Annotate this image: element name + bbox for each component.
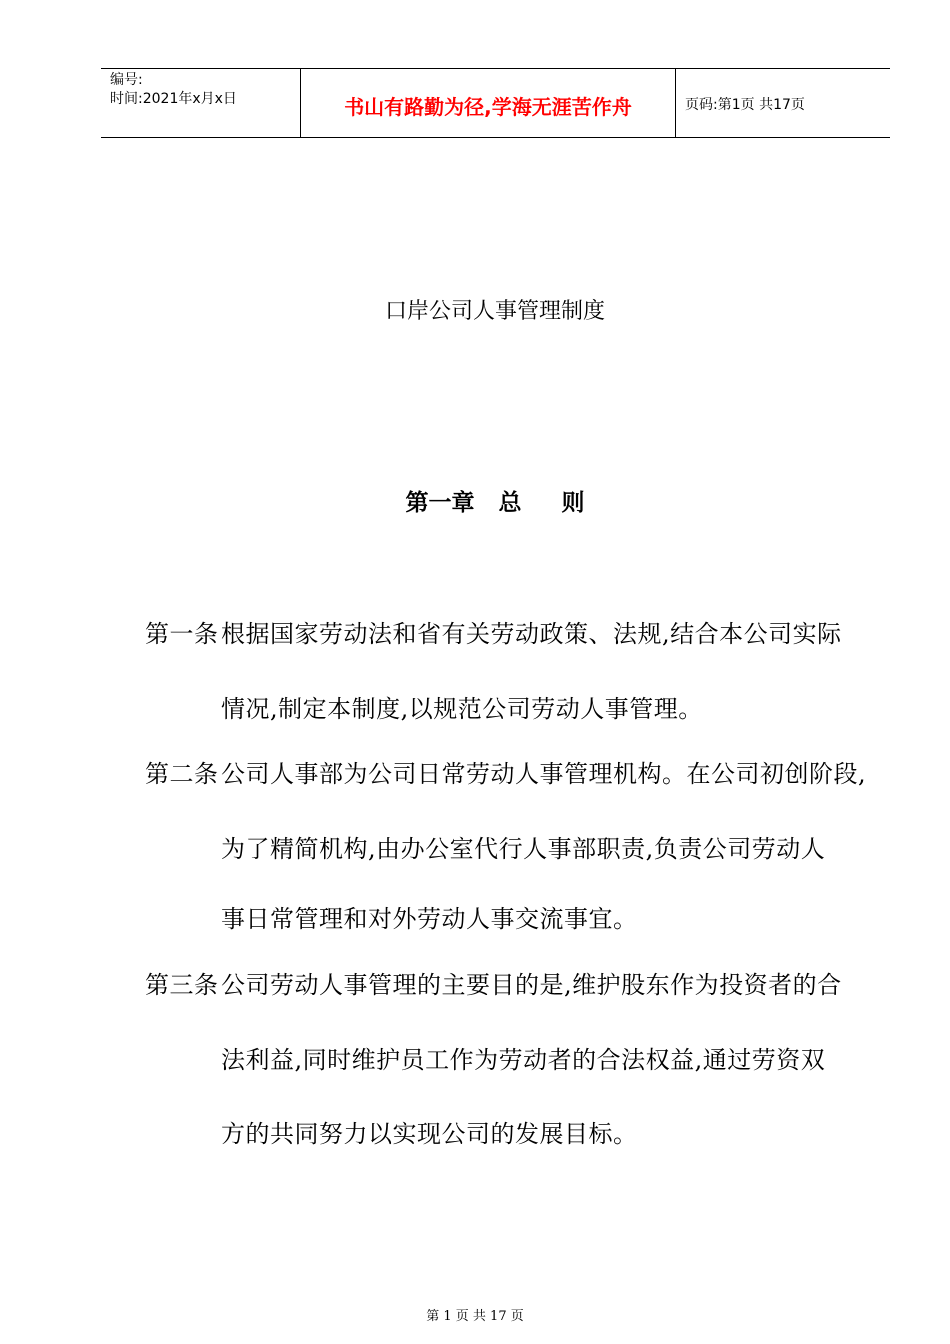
article-3-line-3: 方的共同努力以实现公司的发展目标。 [221, 1120, 638, 1148]
chapter-heading: 第一章 总 则 [405, 490, 585, 516]
header-page-info: 页码:第1页 共17页 [685, 97, 805, 113]
article-3-label: 第三条 [145, 971, 219, 999]
article-3-line-2: 法利益,同时维护员工作为劳动者的合法权益,通过劳资双 [221, 1046, 826, 1074]
article-1-line-2: 情况,制定本制度,以规范公司劳动人事管理。 [221, 695, 703, 723]
header-meta-cell [101, 69, 301, 137]
article-2-line-2: 为了精简机构,由办公室代行人事部职责,负责公司劳动人 [221, 835, 826, 863]
article-2-line-3: 事日常管理和对外劳动人事交流事宜。 [221, 905, 638, 933]
article-2-line-1: 公司人事部为公司日常劳动人事管理机构。在公司初创阶段, [221, 760, 867, 788]
article-1-line-1: 根据国家劳动法和省有关劳动政策、法规,结合本公司实际 [221, 620, 842, 648]
page-header [101, 68, 890, 138]
document-number-label: 编号: [110, 72, 143, 88]
article-1-label: 第一条 [145, 620, 219, 648]
header-motto: 书山有路勤为径,学海无涯苦作舟 [344, 95, 632, 119]
page-footer: 第 1 页 共 17 页 [426, 1309, 524, 1324]
article-3-line-1: 公司劳动人事管理的主要目的是,维护股东作为投资者的合 [221, 971, 842, 999]
article-2-label: 第二条 [145, 760, 219, 788]
document-title: 口岸公司人事管理制度 [384, 299, 605, 324]
document-date-label: 时间:2021年x月x日 [110, 91, 237, 107]
header-motto-cell [301, 69, 676, 137]
